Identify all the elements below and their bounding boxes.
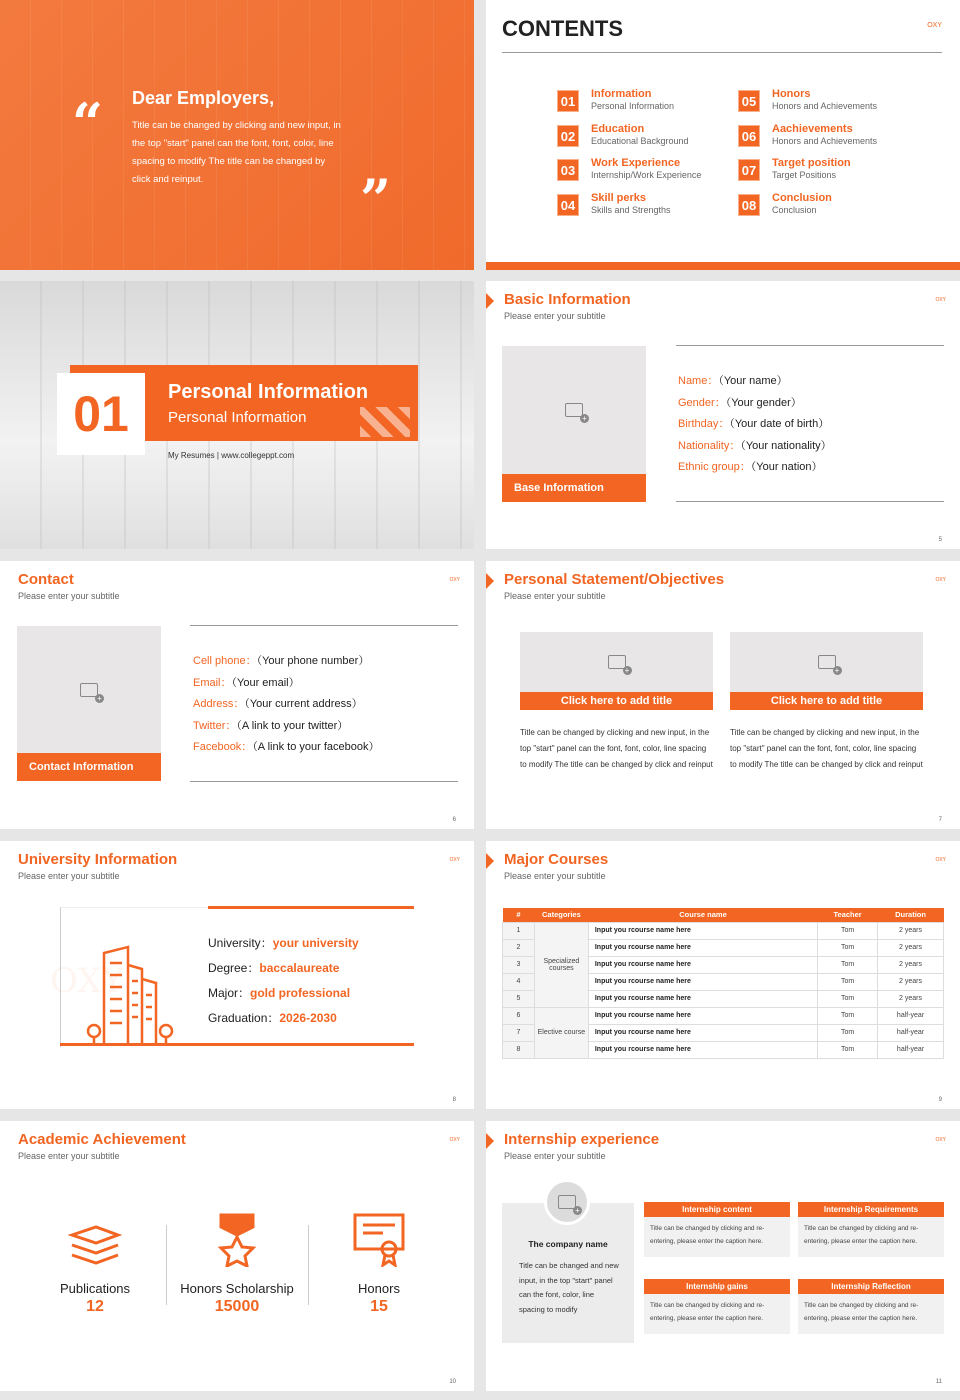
box-heading: Internship gains [644,1279,790,1294]
course-name[interactable]: Input you rcourse name here [588,1024,817,1041]
item-sub: Personal Information [591,101,675,111]
field-value[interactable]: （A link to your twitter） [236,719,349,732]
category-cell: Specialized courses [534,922,588,1007]
slide-courses [486,841,960,1109]
company-text: Title can be changed and new input, in the top "start" panel can the font, color, line spacing to modify [519,1261,619,1314]
section-title: Personal Information [168,381,369,403]
divider [676,501,944,502]
achievement-label: Honors Scholarship [180,1281,294,1296]
achievement-value: 15000 [214,1298,260,1315]
column-header: Teacher [818,908,878,922]
course-name[interactable]: Input you rcourse name here [588,973,817,990]
column-header: Categories [534,908,588,922]
page-number: 7 [938,817,942,823]
slide-contact [0,561,474,829]
row-index: 8 [503,1041,535,1058]
image-icon [818,655,836,669]
building-icon [84,945,180,1045]
duration: half-year [878,1041,944,1058]
teacher: Tom [818,1007,878,1024]
books-icon [68,1223,122,1267]
page-number: 6 [452,817,456,823]
image-icon [565,403,583,417]
image-placeholder[interactable] [17,626,161,753]
detail-label: Degree： [208,961,260,975]
slide-title: Major Courses [504,851,609,868]
field-row [193,694,458,716]
box-body: Title can be changed by clicking and re-entering, please enter the caption here. [644,1294,790,1334]
image-icon [558,1195,576,1209]
slide-title: Contact [18,571,74,588]
detail-row [208,931,359,956]
card-text: Title can be changed by clicking and new input, in the top "start" panel can the font, font, color, line spacing to modify The title can be changed by click and reinput [520,728,713,769]
course-name[interactable]: Input you rcourse name here [588,1041,817,1058]
field-label: Nationality： [678,439,741,452]
logo: OXY [927,22,942,29]
item-number: 07 [738,159,760,181]
item-number: 06 [738,125,760,147]
detail-row [208,981,359,1006]
card-title-button[interactable]: Click here to add title [730,692,923,710]
field-label: Birthday： [678,418,730,430]
course-name[interactable]: Input you rcourse name here [588,990,817,1007]
item-title: Information [591,88,652,100]
item-title: Target position [772,157,851,169]
section-subtitle: Personal Information [168,409,307,426]
item-title: Aachievements [772,123,853,135]
field-label: Gender： [678,396,726,409]
teacher: Tom [818,939,878,956]
achievement-value: 12 [86,1298,104,1315]
detail-value[interactable]: baccalaureate [259,961,340,975]
slide-academic [0,1121,474,1391]
item-number: 03 [557,159,579,181]
table-row[interactable] [503,1007,944,1024]
item-title: Conclusion [772,192,832,204]
teacher: Tom [818,1041,878,1058]
slide-cover [0,0,474,270]
open-quote-icon: “ [72,91,104,155]
slide-basic-info [486,281,960,549]
slide-subtitle: Please enter your subtitle [18,871,120,881]
slide-section [0,281,474,549]
logo: OXY [935,857,946,863]
category-cell: Elective course [534,1007,588,1058]
university-details [208,931,359,1031]
item-title: Skill perks [591,192,647,204]
row-index: 5 [503,990,535,1007]
divider [676,345,944,346]
slide-subtitle: Please enter your subtitle [504,871,606,881]
row-index: 7 [503,1024,535,1041]
box-body: Title can be changed by clicking and re-entering, please enter the caption here. [798,1217,944,1257]
image-caption: Base Information [502,474,646,502]
duration: 2 years [878,990,944,1007]
internship-box [644,1279,790,1334]
teacher: Tom [818,922,878,939]
box-heading: Internship content [644,1202,790,1217]
slide-subtitle: Please enter your subtitle [18,591,120,601]
course-name[interactable]: Input you rcourse name here [588,922,817,939]
card-text: Title can be changed by clicking and new input, in the top "start" panel can the font, font, color, line spacing to modify The title can be changed by click and reinput [730,728,923,769]
item-sub: Conclusion [772,205,817,215]
card-title-button[interactable]: Click here to add title [520,692,713,710]
item-number: 05 [738,90,760,112]
contents-item[interactable] [738,194,918,220]
field-value[interactable]: （Your nationality） [740,439,832,452]
duration: half-year [878,1007,944,1024]
table-header [503,908,944,922]
field-list [193,651,458,759]
duration: 2 years [878,922,944,939]
course-name[interactable]: Input you rcourse name here [588,1007,817,1024]
image-placeholder[interactable] [730,632,923,692]
row-index: 1 [503,922,535,939]
cover-heading: Dear Employers, [132,88,275,108]
contents-item[interactable] [557,194,737,220]
item-number: 04 [557,194,579,216]
duration: half-year [878,1024,944,1041]
achievement-label: Publications [59,1281,131,1296]
contents-item[interactable] [557,159,737,185]
row-index: 4 [503,973,535,990]
teacher: Tom [818,973,878,990]
logo: OXY [449,577,460,583]
title-marker-icon [486,853,494,869]
page-number: 10 [449,1379,456,1385]
achievement-value: 15 [370,1298,388,1315]
field-row [193,716,458,738]
box-body: Title can be changed by clicking and re-entering, please enter the caption here. [644,1217,790,1257]
accent-line [208,906,414,909]
achievement-scholarship [166,1205,308,1316]
title-marker-icon [486,1133,494,1149]
field-value[interactable]: （Your email） [231,676,300,689]
item-title: Work Experience [591,157,681,169]
duration: 2 years [878,956,944,973]
page-number: 5 [938,537,942,543]
courses-table [502,908,944,1059]
detail-label: University： [208,936,273,950]
contents-item[interactable] [557,125,737,151]
certificate-icon [353,1213,405,1267]
accent-bar [486,262,960,270]
page-number: 8 [452,1097,456,1103]
contents-item[interactable] [738,90,918,116]
duration: 2 years [878,973,944,990]
close-quote-icon: ” [360,167,392,231]
image-placeholder[interactable] [502,346,646,474]
logo: OXY [935,577,946,583]
field-value[interactable]: （Your date of birth） [729,418,830,430]
detail-value[interactable]: 2026-2030 [279,1011,337,1025]
field-label: Twitter： [193,719,237,732]
slide-subtitle: Please enter your subtitle [504,591,606,601]
divider [190,625,458,626]
image-icon [80,683,98,697]
field-value[interactable]: （Your name） [718,375,788,387]
page-number: 11 [935,1379,942,1385]
row-index: 3 [503,956,535,973]
field-label: Email： [193,676,232,689]
image-caption: Contact Information [17,753,161,781]
item-sub: Internship/Work Experience [591,170,702,180]
field-row [193,673,458,695]
field-label: Facebook： [193,741,253,753]
course-name[interactable]: Input you rcourse name here [588,956,817,973]
field-label: Ethnic group： [678,461,751,473]
internship-box [798,1279,944,1334]
column-header: Duration [878,908,944,922]
slide-subtitle: Please enter your subtitle [504,311,606,321]
item-sub: Educational Background [591,136,689,146]
field-row [678,436,858,458]
table-row[interactable] [503,922,944,939]
company-logo-placeholder[interactable] [544,1179,590,1225]
item-number: 08 [738,194,760,216]
title-marker-icon [486,573,494,589]
row-index: 2 [503,939,535,956]
detail-row [208,956,359,981]
section-number: 01 [57,373,145,455]
teacher: Tom [818,1024,878,1041]
contents-item[interactable] [557,90,737,116]
divider [190,781,458,782]
field-value[interactable]: （Your current address） [244,698,363,710]
field-label: Name： [678,375,719,387]
slide-title: Basic Information [504,291,631,308]
logo: OXY [935,1137,946,1143]
achievement-publications [24,1205,166,1316]
detail-value[interactable]: your university [272,936,359,950]
watermark: OXY [50,961,124,1001]
logo: OXY [935,297,946,303]
logo: OXY [449,857,460,863]
teacher: Tom [818,990,878,1007]
image-icon [608,655,626,669]
image-placeholder[interactable] [520,632,713,692]
slide-internship [486,1121,960,1391]
field-value[interactable]: （A link to your facebook） [252,741,380,753]
slide-university [0,841,474,1109]
medal-icon [217,1213,257,1267]
field-value[interactable]: （Your nation） [750,461,823,473]
field-row [678,393,858,415]
item-sub: Target Positions [772,170,837,180]
contents-title: CONTENTS [502,16,623,41]
company-name: The company name [528,1239,608,1249]
divider [502,52,942,53]
section-footer: My Resumes | www.collegeppt.com [168,451,295,460]
detail-label: Graduation： [208,1011,280,1025]
detail-value[interactable]: gold professional [250,986,351,1000]
slide-title: University Information [18,851,178,868]
slide-contents [486,0,960,270]
slide-statement [486,561,960,829]
internship-box [644,1202,790,1257]
item-number: 02 [557,125,579,147]
decorative-stripes [360,407,410,437]
field-row [678,457,858,479]
field-row [193,651,458,673]
item-number: 01 [557,90,579,112]
field-label: Cell phone： [193,655,257,667]
row-index: 6 [503,1007,535,1024]
field-row [678,414,858,436]
slide-subtitle: Please enter your subtitle [18,1151,120,1161]
internship-box [798,1202,944,1257]
column-header: Course name [588,908,817,922]
item-sub: Honors and Achievements [772,136,878,146]
achievement-honors [308,1205,450,1316]
contents-item[interactable] [738,159,918,185]
slide-subtitle: Please enter your subtitle [504,1151,606,1161]
page-number: 9 [938,1097,942,1103]
field-row [678,371,858,393]
slide-title: Internship experience [504,1131,660,1148]
box-body: Title can be changed by clicking and re-entering, please enter the caption here. [798,1294,944,1334]
achievement-label: Honors [358,1281,400,1296]
slide-title: Personal Statement/Objectives [504,571,725,588]
item-sub: Honors and Achievements [772,101,878,111]
item-title: Education [591,123,645,135]
detail-label: Major： [208,986,251,1000]
logo: OXY [449,1137,460,1143]
item-sub: Skills and Strengths [591,205,671,215]
field-label: Address： [193,698,245,710]
detail-row [208,1006,359,1031]
field-value[interactable]: （Your phone number） [256,655,370,667]
field-list [678,371,858,479]
field-row [193,737,458,759]
accent-line [60,1043,414,1046]
field-value[interactable]: （Your gender） [725,396,802,409]
teacher: Tom [818,956,878,973]
column-header: # [503,908,535,922]
title-marker-icon [486,293,494,309]
course-name[interactable]: Input you rcourse name here [588,939,817,956]
box-heading: Internship Reflection [798,1279,944,1294]
contents-item[interactable] [738,125,918,151]
slide-title: Academic Achievement [18,1131,186,1148]
duration: 2 years [878,939,944,956]
item-title: Honors [772,88,811,100]
box-heading: Internship Requirements [798,1202,944,1217]
cover-body: Title can be changed by clicking and new input, in the top "start" panel can the font, font, color, line spacing to modify The title can be changed by click and reinput. [132,120,341,185]
